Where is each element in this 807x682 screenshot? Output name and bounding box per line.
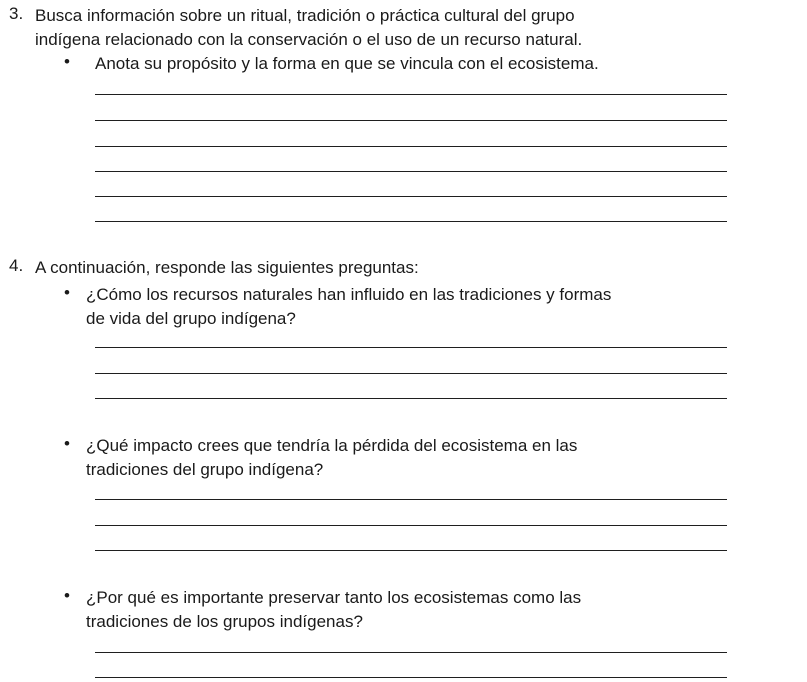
question-3-line-1: Busca información sobre un ritual, tradición o práctica cultural del grupo <box>35 6 575 25</box>
bullet-point: • <box>64 283 70 302</box>
answer-line[interactable] <box>95 94 727 95</box>
answer-line[interactable] <box>95 677 727 678</box>
answer-line[interactable] <box>95 171 727 172</box>
answer-line[interactable] <box>95 196 727 197</box>
question-4-bullet-1-text <box>86 283 731 331</box>
answer-line[interactable] <box>95 120 727 121</box>
answer-line[interactable] <box>95 146 727 147</box>
answer-line[interactable] <box>95 221 727 222</box>
question-4-bullet-3-line-1: ¿Por qué es importante preservar tanto los ecosistemas como las <box>86 588 582 607</box>
question-4-intro: A continuación, responde las siguientes preguntas: <box>35 258 419 277</box>
answer-line[interactable] <box>95 550 727 551</box>
question-3-line-2: indígena relacionado con la conservación o el uso de un recurso natural. <box>35 30 583 49</box>
answer-line[interactable] <box>95 525 727 526</box>
bullet-point: • <box>64 434 70 453</box>
question-4-bullet-2-line-2: tradiciones del grupo indígena? <box>86 460 324 479</box>
answer-line[interactable] <box>95 347 727 348</box>
question-4-bullet-2-line-1: ¿Qué impacto crees que tendría la pérdida del ecosistema en las <box>86 436 578 455</box>
question-4-bullet-3-text <box>86 586 731 634</box>
question-4-bullet-3-line-2: tradiciones de los grupos indígenas? <box>86 612 363 631</box>
answer-line[interactable] <box>95 373 727 374</box>
question-3-number: 3. <box>9 4 24 23</box>
question-3-bullet-text: Anota su propósito y la forma en que se vincula con el ecosistema. <box>95 54 599 73</box>
question-3-text <box>35 4 731 52</box>
question-4-bullet-1-line-2: de vida del grupo indígena? <box>86 309 296 328</box>
bullet-point: • <box>64 586 70 605</box>
bullet-point: • <box>64 52 70 71</box>
question-4-number: 4. <box>9 256 24 275</box>
answer-line[interactable] <box>95 398 727 399</box>
question-4-bullet-1-line-1: ¿Cómo los recursos naturales han influido en las tradiciones y formas <box>86 285 612 304</box>
answer-line[interactable] <box>95 499 727 500</box>
question-4-bullet-2-text <box>86 434 731 482</box>
answer-line[interactable] <box>95 652 727 653</box>
